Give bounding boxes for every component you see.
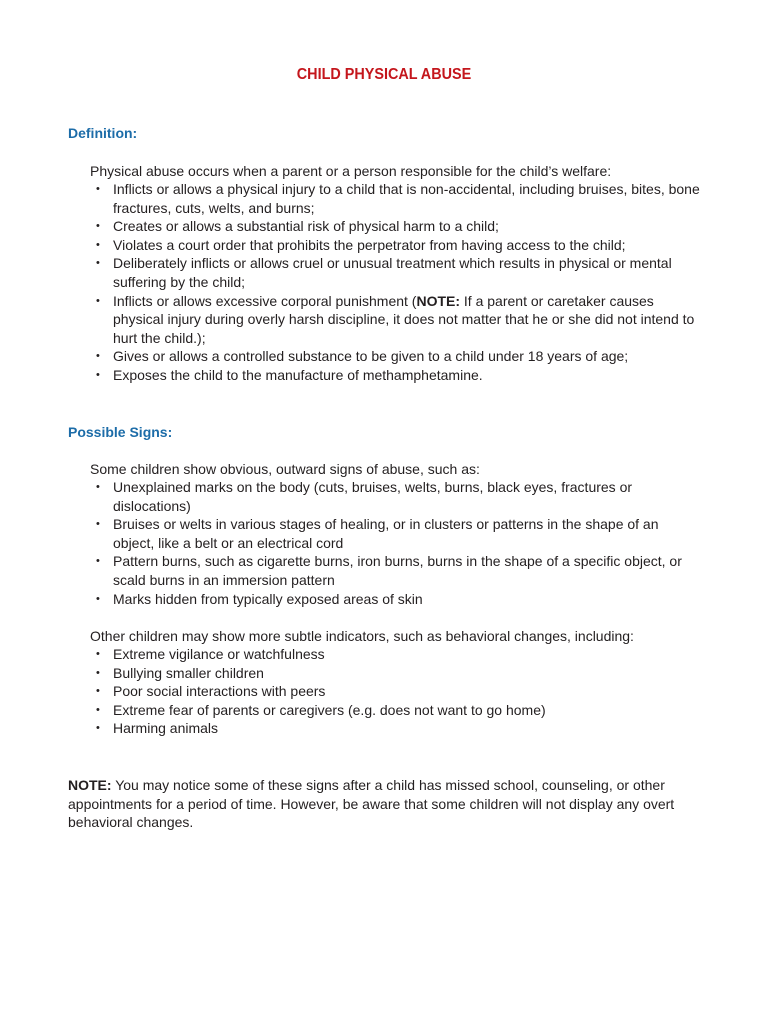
bullet-icon: • [96, 592, 100, 605]
obvious-signs-list [90, 478, 700, 608]
list-item: • Unexplained marks on the body (cuts, bruises, welts, burns, black eyes, fractures or dislocations) [96, 479, 633, 514]
list-item: • Pattern burns, such as cigarette burns, iron burns, burns in the shape of a specific object, or scald burns in an immersion pattern [96, 553, 682, 588]
bullet-icon: • [96, 481, 100, 493]
note-text: You may notice some of these signs after a child has missed school, counseling, or other appointments for a period of time. However, be aware that some children will not display any overt behavioral changes. [68, 777, 675, 831]
bullet-icon: • [96, 666, 100, 679]
bullet-icon: • [96, 368, 100, 381]
bullet-icon: • [96, 294, 100, 307]
list-item: • Bruises or welts in various stages of healing, or in clusters or patterns in the shape of an object, like a belt or an electrical cord [96, 516, 659, 551]
definition-heading: Definition: [68, 125, 138, 141]
bullet-icon: • [96, 518, 100, 531]
definition-intro: Physical abuse occurs when a parent or a person responsible for the child’s welfare: [90, 163, 612, 179]
list-item: • Exposes the child to the manufacture of methamphetamine. [96, 366, 483, 383]
signs-intro-obvious: Some children show obvious, outward signs of abuse, such as: [90, 461, 480, 477]
list-item: • Inflicts or allows a physical injury to a child that is non-accidental, including bruises, bites, bone fractures, cuts, welts, and burns; [96, 181, 700, 216]
bullet-icon: • [96, 555, 100, 568]
bullet-icon: • [96, 648, 100, 660]
bullet-icon: • [96, 685, 100, 698]
list-item: • Poor social interactions with peers [96, 683, 326, 700]
bullet-icon: • [96, 183, 100, 195]
list-item: • Inflicts or allows excessive corporal punishment (NOTE: If a parent or caretaker causes physical injury during overly harsh discipline, it does not matter that he or she did not intend to hurt the child.); [96, 292, 695, 346]
page-title: CHILD PHYSICAL ABUSE [296, 66, 472, 83]
list-item: • Harming animals [96, 720, 219, 737]
definition-list [90, 180, 700, 385]
list-item: • Creates or allows a substantial risk of physical harm to a child; [96, 218, 499, 235]
list-item: • Extreme vigilance or watchfulness [96, 646, 325, 662]
list-item: • Violates a court order that prohibits the perpetrator from having access to the child; [96, 236, 626, 253]
possible-signs-heading: Possible Signs: [68, 424, 173, 440]
list-item: • Deliberately inflicts or allows cruel or unusual treatment which results in physical or mental suffering by the child; [96, 255, 672, 290]
list-item: • Marks hidden from typically exposed areas of skin [96, 590, 423, 607]
bullet-icon: • [96, 722, 100, 735]
note-paragraph [68, 776, 708, 832]
bullet-icon: • [96, 238, 100, 251]
list-item: • Gives or allows a controlled substance to be given to a child under 18 years of age; [96, 348, 629, 365]
bullet-icon: • [96, 257, 100, 270]
list-item: • Extreme fear of parents or caregivers (e.g. does not want to go home) [96, 701, 546, 718]
signs-intro-subtle: Other children may show more subtle indicators, such as behavioral changes, including: [90, 628, 634, 644]
list-item: • Bullying smaller children [96, 664, 264, 681]
bullet-icon: • [96, 703, 100, 716]
bullet-icon: • [96, 350, 100, 363]
bullet-icon: • [96, 220, 100, 233]
subtle-signs-list [90, 645, 700, 738]
note-label: NOTE: [68, 777, 112, 793]
note-inline-label: NOTE: [416, 292, 461, 309]
